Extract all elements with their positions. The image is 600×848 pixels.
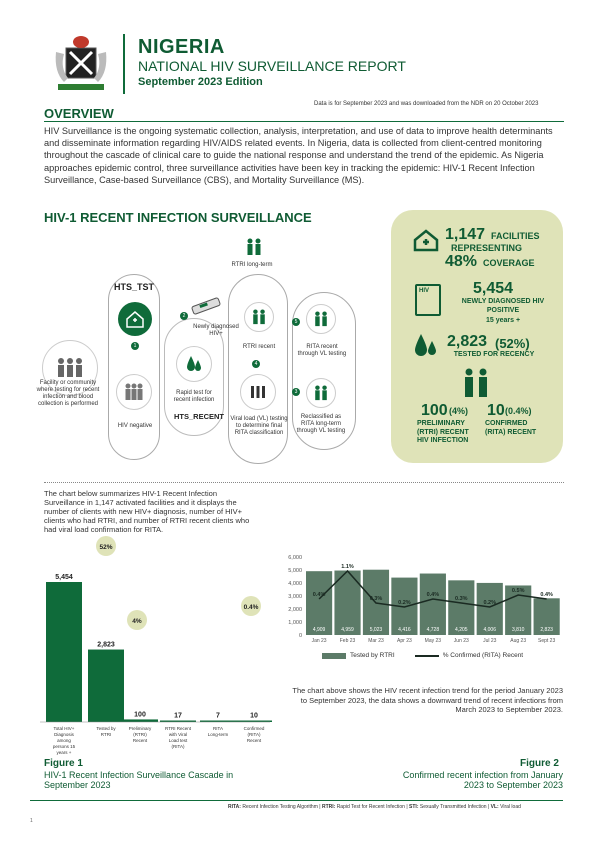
section-divider — [44, 482, 564, 483]
facilities-label: FACILITIES — [491, 231, 540, 241]
rapid-test-label: Rapid test for recent infection — [173, 390, 215, 403]
trend-line-label: 0.3% — [369, 596, 383, 602]
cascade-category-label: Load test — [168, 738, 188, 743]
trend-line-label: 0.2% — [398, 600, 411, 606]
figure2-subtitle: Confirmed recent infection from January 2023 to September 2023 — [402, 770, 563, 790]
cascade-value-label: 10 — [250, 712, 258, 720]
y-tick-label: 6,000 — [288, 555, 302, 561]
trend-bar-label: 4,959 — [341, 627, 354, 633]
cascade-bar — [46, 582, 82, 722]
country-title: NIGERIA — [138, 36, 225, 58]
chart-description: The chart below summarizes HIV-1 Recent Infection Surveillance in 1,147 activated facilities and it displays the number of clients with new HIV+ diagnosis, number of HIV+ clients who had RTRI, and number of RTRI recent clients who had viral load confirmation for RITA. — [44, 489, 250, 534]
reclassified-label: Reclassified as RITA long-term through VL testing — [296, 414, 346, 434]
tested-value: 2,823 — [447, 333, 488, 350]
rtri-recent-label: RTRI recent — [242, 344, 276, 350]
trend-line-label: 0.5% — [511, 588, 525, 594]
figure2-description: The chart above shows the HIV recent infection trend for the period January 2023 to September 2023, the data shows a downward trend of recent infections from March 2023 to September 2023. — [292, 686, 563, 714]
cascade-category-label: with Viral — [168, 732, 188, 737]
cascade-category-label: among — [57, 738, 71, 743]
viral-load-circle — [240, 374, 276, 410]
cascade-category-label: RITA — [213, 726, 223, 731]
edition-label: September 2023 Edition — [138, 76, 263, 88]
confirmed-label: CONFIRMED (RITA) RECENT — [485, 420, 537, 436]
step-1-marker: 1 — [131, 342, 139, 350]
cascade-category-label: (RITA) — [247, 732, 261, 737]
cascade-category-label: Recent — [246, 738, 262, 743]
step-5-marker: 5 — [292, 318, 300, 326]
tested-label: TESTED FOR RECENCY — [453, 351, 535, 358]
coat-of-arms-logo — [50, 32, 112, 94]
cascade-category-label: (RTRI) — [133, 732, 147, 737]
step-4-marker: 4 — [252, 360, 260, 368]
legend-line-swatch — [415, 655, 439, 657]
trend-category-label: Aug 23 — [510, 638, 527, 644]
new-positive-label: NEWLY DIAGNOSED HIV POSITIVE — [461, 298, 545, 314]
abbr-vl-def: Viral load — [500, 804, 521, 810]
trend-line-label: 1.1% — [341, 564, 354, 570]
trend-category-label: May 23 — [424, 638, 442, 644]
prelim-label: PRELIMINARY (RTRI) RECENT HIV INFECTION — [417, 420, 469, 444]
overview-heading: OVERVIEW — [44, 106, 114, 121]
rita-recent-circle — [306, 304, 336, 334]
cascade-value-label: 5,454 — [55, 574, 73, 581]
trend-category-label: Mar 23 — [368, 638, 384, 644]
blood-drop-circle — [176, 346, 212, 382]
viral-load-label: Viral load (VL) testing to determine final RITA classification — [230, 416, 288, 436]
trend-line-label: 0.4% — [312, 592, 326, 598]
footer-divider — [30, 800, 563, 801]
cascade-value-label: 100 — [134, 711, 146, 719]
trend-bar — [420, 574, 446, 635]
cascade-category-label: RTRI Recent — [165, 726, 191, 731]
abbr-sti: STI: — [409, 804, 419, 810]
rtri-longterm-label: RTRI long-term — [231, 262, 273, 268]
hospital-icon — [413, 228, 439, 257]
trend-category-label: Jul 23 — [483, 638, 497, 644]
trend-category-label: Feb 23 — [339, 638, 356, 644]
header-divider — [123, 34, 125, 94]
legend-bar-label: Tested by RTRI — [350, 652, 395, 659]
figure1-title: Figure 1 — [44, 758, 83, 769]
blood-drops-icon — [413, 332, 439, 365]
hts-recent-label: HTS_RECENT — [174, 412, 225, 421]
hiv-doc-label: HIV — [419, 288, 430, 294]
trend-category-label: Jun 23 — [453, 638, 469, 644]
cascade-category-label: Diagnosis — [54, 732, 74, 737]
confirmed-pct: (0.4%) — [505, 406, 532, 416]
hts-tst-label: HTS_TST — [114, 282, 155, 292]
legend-bar-swatch — [322, 653, 346, 659]
cascade-chart — [30, 544, 270, 755]
cascade-category-label: persons 15 — [52, 744, 76, 749]
trend-category-label: Jan 23 — [311, 638, 327, 644]
confirmed-value: 10 — [487, 402, 505, 419]
hiv1-heading: HIV-1 RECENT INFECTION SURVEILLANCE — [44, 210, 312, 225]
trend-line-label: 0.4% — [426, 592, 440, 598]
fig2-legend — [322, 652, 523, 659]
rita-recent-label: RITA recent through VL testing — [297, 344, 347, 357]
abbr-rita: RITA: — [228, 804, 241, 810]
trend-bar-label: 5,023 — [369, 627, 383, 633]
data-note: Data is for September 2023 and was downloaded from the NDR on 20 October 2023 — [314, 101, 539, 107]
prelim-value: 100 — [421, 402, 448, 419]
trend-bar-label: 4,205 — [455, 627, 468, 633]
hiv-negative-label: HIV negative — [117, 423, 153, 429]
cascade-category-label: Confirmed — [243, 726, 265, 731]
couple-icon-top — [245, 238, 263, 261]
representing-label: REPRESENTING — [451, 243, 523, 253]
y-tick-label: 5,000 — [288, 568, 302, 574]
new-positive-value: 5,454 — [473, 280, 514, 297]
trend-bar-label: 4,909 — [312, 627, 326, 633]
cascade-bar — [88, 650, 124, 722]
age-label: 15 years + — [485, 317, 521, 324]
hiv-negative-circle — [116, 374, 152, 410]
abbr-rita-def: Recent Infection Testing Algorithm — [242, 804, 318, 810]
trend-line-label: 0.4% — [540, 592, 553, 598]
legend-line-label: % Confirmed (RITA) Recent — [442, 652, 524, 659]
trend-category-label: Sept 23 — [538, 638, 556, 644]
percent-badge-label: 52% — [99, 544, 113, 551]
cascade-category-label: years + — [56, 750, 72, 755]
test-kit-icon — [190, 294, 224, 321]
coverage-label: COVERAGE — [483, 258, 535, 268]
abbr-rtri: RTRI: — [321, 804, 336, 810]
trend-bar-label: 3,810 — [511, 627, 525, 633]
overview-divider — [44, 121, 564, 122]
trend-bar-label: 4,006 — [483, 627, 497, 633]
cascade-category-label: (RITA) — [171, 744, 185, 749]
cascade-category-label: Total HIV+ — [53, 726, 75, 731]
cascade-category-label: Preliminary — [128, 726, 152, 731]
trend-category-label: Apr 23 — [397, 638, 412, 644]
cascade-category-label: RTRI — [100, 732, 112, 737]
trend-bar-label: 4,728 — [426, 627, 440, 633]
abbreviations: RITA: Recent Infection Testing Algorithm | RTRI: Rapid Test for Recent Infection | STI: Sexually Transmitted Infection | VL: Viral load — [228, 804, 521, 810]
people-icon — [461, 368, 491, 403]
cascade-category-label: Recent — [132, 738, 148, 743]
trend-bar — [306, 571, 332, 635]
figure1-subtitle: HIV-1 Recent Infection Surveillance Cascade in September 2023 — [44, 770, 234, 790]
report-title: NATIONAL HIV SURVEILLANCE REPORT — [138, 58, 406, 74]
legend-line — [415, 652, 523, 659]
y-tick-label: 2,000 — [288, 607, 302, 613]
cascade-value-label: 7 — [216, 712, 220, 720]
cascade-value-label: 17 — [174, 712, 182, 720]
abbr-rtri-def: Rapid Test for Recent Infection — [336, 804, 405, 810]
percent-badge-label: 0.4% — [243, 604, 259, 611]
legend-bars — [322, 652, 395, 659]
newly-diagnosed-label: Newly diagnosed HIV+ — [193, 324, 239, 337]
trend-line-label: 0.3% — [455, 596, 468, 602]
overview-paragraph: HIV Surveillance is the ongoing systematic collection, analysis, interpretation, and use of data to improve health determinants and disseminate information regarding HIV/AIDS related events. In Nigeria, data is collected from client-centred monitoring throughout the cascade of clinical care to guide the national response and understand the trend of the epidemic. As Nigeria approaches epidemic control, three surveillance activities have been key in tracking the epidemic: HIV-1 Recent Infection Surveillance, Case-based Surveillance (CBS), and Mortality Surveillance (MS). — [44, 126, 553, 185]
cascade-value-label: 2,823 — [97, 641, 115, 649]
cascade-category-label: Tested by — [96, 726, 116, 731]
y-tick-label: 0 — [298, 633, 302, 639]
tested-pct: (52%) — [495, 336, 530, 351]
figure2-title: Figure 2 — [520, 758, 559, 769]
abbr-vl: VL: — [490, 804, 499, 810]
y-tick-label: 1,000 — [288, 620, 302, 626]
rita-longterm-circle — [306, 378, 336, 408]
clinic-icon — [118, 302, 152, 336]
trend-chart — [280, 548, 570, 668]
surveillance-diagram — [30, 228, 380, 473]
hiv-document-icon — [415, 284, 441, 316]
prelim-pct: (4%) — [449, 406, 469, 416]
page-number: 1 — [30, 818, 33, 824]
trend-bar-label: 4,416 — [398, 627, 411, 633]
step-2-marker: 2 — [180, 312, 188, 320]
cascade-bar — [122, 719, 158, 722]
trend-bar-label: 2,823 — [540, 627, 553, 633]
coverage-value: 48% — [445, 253, 478, 270]
abbr-sti-def: Sexually Transmitted Infection — [419, 804, 487, 810]
step-3-marker: 3 — [292, 388, 300, 396]
trend-line-label: 0.2% — [483, 600, 497, 606]
y-tick-label: 3,000 — [288, 594, 302, 600]
y-tick-label: 4,000 — [288, 581, 302, 587]
cascade-category-label: Long-term — [207, 732, 229, 737]
percent-badge-label: 4% — [132, 618, 142, 625]
summary-panel — [391, 210, 563, 463]
facility-label: Facility or community where testing for recent infection and blood collection is performed — [36, 380, 100, 407]
rtri-recent-circle — [244, 302, 274, 332]
facilities-value: 1,147 — [445, 226, 486, 243]
